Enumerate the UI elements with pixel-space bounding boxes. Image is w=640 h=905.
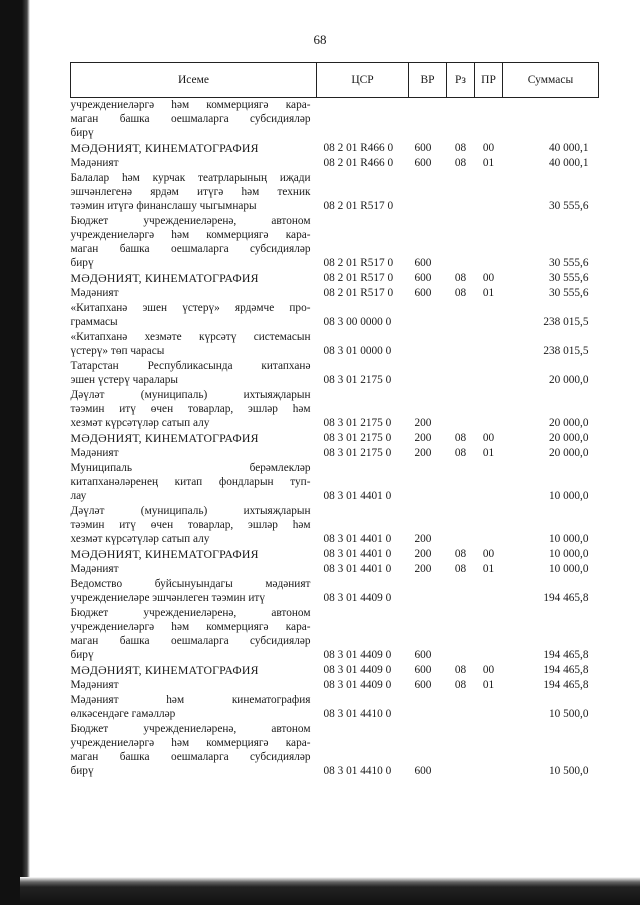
row-name-line: Ведомство буйсынуындагы мәдәният <box>70 578 311 590</box>
table-row <box>71 199 599 213</box>
table-row <box>71 721 599 736</box>
row-rz <box>447 489 475 503</box>
row-spacer <box>317 387 599 402</box>
row-vr: 600 <box>414 157 432 169</box>
row-pr <box>475 373 503 387</box>
row-vr <box>409 707 447 721</box>
row-pr <box>475 707 503 721</box>
row-name-line: үстерү» төп чарасы <box>70 345 165 357</box>
row-spacer <box>317 242 599 256</box>
row-name-line: өлкәсендәге гамәлләр <box>70 708 176 720</box>
row-csr: 08 3 01 4401 0 <box>323 563 392 575</box>
row-csr: 08 2 01 R517 0 <box>323 200 394 212</box>
header-pr: ПР <box>475 63 503 98</box>
row-sum: 20 000,0 <box>548 417 589 429</box>
row-pr <box>475 764 503 778</box>
row-pr: 01 <box>482 157 495 169</box>
row-csr: 08 3 01 4401 0 <box>323 533 392 545</box>
row-name-line: учреждениеләргә һәм коммерциягә кара- <box>70 621 311 633</box>
table-row <box>71 285 599 300</box>
row-rz <box>447 416 475 430</box>
row-name-line: китапханәләренең китап фондларын туп- <box>70 476 311 488</box>
header-vr: ВР <box>409 63 447 98</box>
row-rz: 08 <box>454 157 467 169</box>
row-rz <box>447 591 475 605</box>
row-name-line: тәэмин итү өчен товарлар, эшләр һәм <box>70 403 311 415</box>
row-csr: 08 3 01 4409 0 <box>323 679 392 691</box>
row-csr: 08 3 01 2175 0 <box>323 417 392 429</box>
row-name-line: учреждениеләргә һәм коммерциягә кара- <box>70 229 311 241</box>
row-pr: 01 <box>482 447 495 459</box>
row-spacer <box>317 475 599 489</box>
row-csr: 08 3 01 2175 0 <box>323 374 392 386</box>
row-name-line: МӘДӘНИЯТ, КИНЕМАТОГРАФИЯ <box>70 271 259 285</box>
row-name-line: маган башка оешмаларга субсидияләр <box>70 113 311 125</box>
row-spacer <box>317 620 599 634</box>
row-csr <box>317 126 409 140</box>
row-rz: 08 <box>454 548 467 560</box>
row-vr <box>409 591 447 605</box>
row-name-line: учреждениеләре эшчәнлеген тәэмин итү <box>70 592 266 604</box>
row-pr <box>475 416 503 430</box>
row-rz: 08 <box>454 664 467 676</box>
table-row <box>71 692 599 707</box>
table-row <box>71 387 599 402</box>
row-pr <box>475 344 503 358</box>
row-sum: 30 555,6 <box>548 287 589 299</box>
table-row <box>71 445 599 460</box>
table-row <box>71 489 599 503</box>
table-row <box>71 475 599 489</box>
row-name-line: «Китапханә хезмәте күрсәтү системасын <box>70 331 311 343</box>
row-sum: 30 555,6 <box>548 257 589 269</box>
row-name-line: Балалар һәм курчак театрларының иҗади <box>70 172 311 184</box>
row-name-line: Мәдәният <box>70 447 119 459</box>
row-sum: 20 000,0 <box>548 374 589 386</box>
row-name-line: учреждениеләргә һәм коммерциягә кара- <box>70 99 311 111</box>
table-row <box>71 256 599 270</box>
table-row <box>71 430 599 445</box>
row-rz <box>447 199 475 213</box>
row-name-line: граммасы <box>70 316 118 328</box>
row-vr: 200 <box>414 447 432 459</box>
header-sum: Суммасы <box>503 63 599 98</box>
row-sum: 194 465,8 <box>543 679 589 691</box>
row-sum: 194 465,8 <box>543 664 589 676</box>
table-body <box>71 98 599 779</box>
row-vr: 600 <box>414 649 432 661</box>
row-csr: 08 3 01 2175 0 <box>323 432 392 444</box>
row-name-line: Дәүләт (муниципаль) ихтыяҗларын <box>70 389 311 401</box>
table-row <box>71 460 599 475</box>
row-vr <box>409 489 447 503</box>
row-name-line: Муниципаль берәмлекләр <box>70 462 311 474</box>
row-rz <box>447 315 475 329</box>
row-spacer <box>317 605 599 620</box>
table-row <box>71 518 599 532</box>
row-name-line: учреждениеләргә һәм коммерциягә кара- <box>70 737 311 749</box>
table-row <box>71 228 599 242</box>
row-csr: 08 3 01 4409 0 <box>323 592 392 604</box>
row-name-line: Бюджет учреждениеләренә, автоном <box>70 607 311 619</box>
row-sum: 10 000,0 <box>548 490 589 502</box>
row-spacer <box>317 736 599 750</box>
row-vr: 600 <box>414 664 432 676</box>
row-name-line: МӘДӘНИЯТ, КИНЕМАТОГРАФИЯ <box>70 547 259 561</box>
row-name-line: Мәдәният <box>70 679 119 691</box>
row-name-line: МӘДӘНИЯТ, КИНЕМАТОГРАФИЯ <box>70 431 259 445</box>
table-row <box>71 591 599 605</box>
row-name-line: Бюджет учреждениеләренә, автоном <box>70 723 311 735</box>
row-spacer <box>317 213 599 228</box>
row-rz <box>447 707 475 721</box>
row-csr: 08 2 01 R517 0 <box>323 287 394 299</box>
row-name-line: Бюджет учреждениеләренә, автоном <box>70 215 311 227</box>
row-rz <box>447 344 475 358</box>
table-row <box>71 764 599 778</box>
row-vr: 600 <box>414 679 432 691</box>
table-row <box>71 358 599 373</box>
row-name-line: Мәдәният һәм кинематография <box>70 694 311 706</box>
row-csr: 08 3 01 4401 0 <box>323 490 392 502</box>
row-csr: 08 2 01 R517 0 <box>323 257 394 269</box>
row-spacer <box>317 576 599 591</box>
row-csr: 08 3 01 4401 0 <box>323 548 392 560</box>
row-rz: 08 <box>454 563 467 575</box>
row-csr: 08 2 01 R466 0 <box>323 142 394 154</box>
row-pr <box>475 591 503 605</box>
row-vr <box>409 344 447 358</box>
table-row <box>71 185 599 199</box>
row-pr: 01 <box>482 287 495 299</box>
table-header-row <box>71 63 599 98</box>
row-name-line: МӘДӘНИЯТ, КИНЕМАТОГРАФИЯ <box>70 663 259 677</box>
row-vr: 200 <box>414 548 432 560</box>
budget-table <box>70 62 599 778</box>
row-spacer <box>317 112 599 126</box>
row-sum: 10 500,0 <box>548 765 589 777</box>
row-vr: 600 <box>414 287 432 299</box>
row-csr: 08 3 01 4409 0 <box>323 649 392 661</box>
scan-edge-bottom <box>20 877 640 905</box>
row-spacer <box>317 503 599 518</box>
row-vr <box>409 373 447 387</box>
row-pr: 01 <box>482 679 495 691</box>
row-spacer <box>317 98 599 113</box>
row-name-line: Дәүләт (муниципаль) ихтыяҗларын <box>70 505 311 517</box>
table-row <box>71 300 599 315</box>
row-name-line: маган башка оешмаларга субсидияләр <box>70 635 311 647</box>
table-row <box>71 315 599 329</box>
table-row <box>71 126 599 140</box>
row-spacer <box>317 750 599 764</box>
row-pr: 01 <box>482 563 495 575</box>
table-row <box>71 532 599 546</box>
row-rz: 08 <box>454 447 467 459</box>
row-vr: 200 <box>414 533 432 545</box>
row-sum: 10 000,0 <box>548 533 589 545</box>
table-row <box>71 503 599 518</box>
row-sum: 194 465,8 <box>543 592 589 604</box>
row-spacer <box>317 518 599 532</box>
row-sum: 10 000,0 <box>548 563 589 575</box>
table-row <box>71 546 599 561</box>
row-spacer <box>317 402 599 416</box>
row-spacer <box>317 170 599 185</box>
row-sum: 10 500,0 <box>548 708 589 720</box>
row-vr: 600 <box>414 272 432 284</box>
row-name-line: тәэмин итү өчен товарлар, эшләр һәм <box>70 519 311 531</box>
row-name-line: «Китапханә эшен үстерү» ярдәмче про- <box>70 302 311 314</box>
row-pr <box>475 315 503 329</box>
row-vr: 600 <box>414 142 432 154</box>
row-name-line: хезмәт күрсәтүләр сатып алу <box>70 533 210 545</box>
row-pr <box>475 199 503 213</box>
header-csr: ЦСР <box>317 63 409 98</box>
row-rz <box>447 648 475 662</box>
row-pr: 00 <box>482 272 495 284</box>
table-row <box>71 140 599 155</box>
row-sum: 40 000,1 <box>548 157 589 169</box>
row-name-line: бирү <box>70 257 94 269</box>
table-row <box>71 736 599 750</box>
row-name-line: Мәдәният <box>70 157 119 169</box>
table-row <box>71 750 599 764</box>
row-spacer <box>317 300 599 315</box>
row-pr <box>475 126 503 140</box>
row-spacer <box>317 228 599 242</box>
row-spacer <box>317 460 599 475</box>
row-pr <box>475 256 503 270</box>
row-name-line: Мәдәният <box>70 563 119 575</box>
row-sum: 20 000,0 <box>548 432 589 444</box>
table-row <box>71 98 599 113</box>
row-name-line: бирү <box>70 127 94 139</box>
page-number: 68 <box>313 32 327 47</box>
row-name-line: маган башка оешмаларга субсидияләр <box>70 243 311 255</box>
table-row <box>71 329 599 344</box>
row-rz: 08 <box>454 272 467 284</box>
row-rz <box>447 126 475 140</box>
row-name-line: эшчәнлегенә ярдәм итүгә һәм техник <box>70 186 311 198</box>
row-vr: 200 <box>414 563 432 575</box>
row-rz: 08 <box>454 287 467 299</box>
row-sum: 238 015,5 <box>543 345 589 357</box>
row-rz <box>447 532 475 546</box>
row-pr: 00 <box>482 432 495 444</box>
table-row <box>71 242 599 256</box>
row-csr: 08 3 00 0000 0 <box>323 316 392 328</box>
row-pr: 00 <box>482 548 495 560</box>
row-sum <box>503 126 599 140</box>
table-row <box>71 605 599 620</box>
row-rz <box>447 373 475 387</box>
table-row <box>71 662 599 677</box>
row-name-line: Мәдәният <box>70 287 119 299</box>
row-rz: 08 <box>454 432 467 444</box>
row-name-line: лау <box>70 490 87 502</box>
table-row <box>71 402 599 416</box>
table-row <box>71 155 599 170</box>
row-spacer <box>317 634 599 648</box>
table-row <box>71 112 599 126</box>
row-sum: 194 465,8 <box>543 649 589 661</box>
table-row <box>71 634 599 648</box>
table-row <box>71 344 599 358</box>
row-vr: 200 <box>414 417 432 429</box>
row-csr: 08 2 01 R517 0 <box>323 272 394 284</box>
row-sum: 238 015,5 <box>543 316 589 328</box>
row-pr: 00 <box>482 664 495 676</box>
row-spacer <box>317 329 599 344</box>
row-csr: 08 3 01 0000 0 <box>323 345 392 357</box>
row-name-line: эшен үстерү чаралары <box>70 374 179 386</box>
row-pr: 00 <box>482 142 495 154</box>
row-csr: 08 3 01 4410 0 <box>323 765 392 777</box>
table-row <box>71 416 599 430</box>
header-rz: Рз <box>447 63 475 98</box>
row-name-line: бирү <box>70 765 94 777</box>
header-name: Исеме <box>71 63 317 98</box>
row-pr <box>475 532 503 546</box>
row-sum: 20 000,0 <box>548 447 589 459</box>
row-spacer <box>317 692 599 707</box>
table-row <box>71 620 599 634</box>
row-pr <box>475 648 503 662</box>
row-vr <box>409 199 447 213</box>
row-sum: 40 000,1 <box>548 142 589 154</box>
row-name-line: бирү <box>70 649 94 661</box>
row-rz: 08 <box>454 679 467 691</box>
row-vr: 600 <box>414 765 432 777</box>
row-vr <box>409 315 447 329</box>
table-row <box>71 270 599 285</box>
table-row <box>71 648 599 662</box>
table-row <box>71 707 599 721</box>
row-name-line: Татарстан Республикасында китапханә <box>70 360 311 372</box>
row-vr: 600 <box>414 257 432 269</box>
row-sum: 30 555,6 <box>548 272 589 284</box>
table-row <box>71 373 599 387</box>
row-rz <box>447 256 475 270</box>
row-spacer <box>317 721 599 736</box>
row-vr: 200 <box>414 432 432 444</box>
row-name-line: тәэмин итүгә финанслашу чыгымнары <box>70 200 257 212</box>
row-name-line: МӘДӘНИЯТ, КИНЕМАТОГРАФИЯ <box>70 141 259 155</box>
row-pr <box>475 489 503 503</box>
table-row <box>71 561 599 576</box>
table-row <box>71 213 599 228</box>
row-name-line: хезмәт күрсәтүләр сатып алу <box>70 417 210 429</box>
table-row <box>71 677 599 692</box>
row-name-line: маган башка оешмаларга субсидияләр <box>70 751 311 763</box>
row-spacer <box>317 358 599 373</box>
row-csr: 08 3 01 4410 0 <box>323 708 392 720</box>
row-vr <box>409 126 447 140</box>
row-rz: 08 <box>454 142 467 154</box>
row-csr: 08 2 01 R466 0 <box>323 157 394 169</box>
row-sum: 10 000,0 <box>548 548 589 560</box>
table-row <box>71 576 599 591</box>
scan-edge-left <box>0 0 30 905</box>
row-csr: 08 3 01 2175 0 <box>323 447 392 459</box>
row-csr: 08 3 01 4409 0 <box>323 664 392 676</box>
table-row <box>71 170 599 185</box>
row-spacer <box>317 185 599 199</box>
row-sum: 30 555,6 <box>548 200 589 212</box>
row-rz <box>447 764 475 778</box>
